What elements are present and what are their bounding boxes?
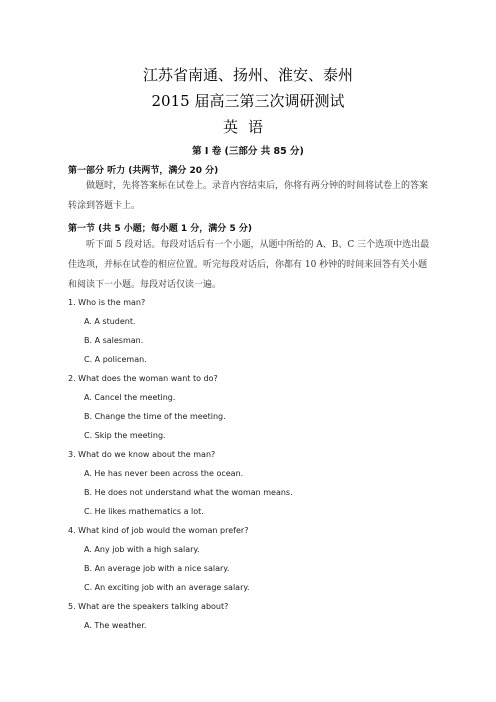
part1-title: 第一部分 听力 (共两节，满分 20 分) <box>68 166 219 176</box>
section1-instruction: 听下面 5 段对话。每段对话后有一个小题，从题中所给的 A、B、C 三个选项中选出最佳选项，并标在试卷的相应位置。听完每段对话后，你都有 10 秒钟的时间来回答有关小题和阅读下一小题。每段对话仅读一遍。 <box>68 240 430 290</box>
question-2: 2. What does the woman want to do? <box>68 374 218 383</box>
question-3: 3. What do we know about the man? <box>68 450 216 459</box>
volume-title: 第 I 卷 (三部分 共 85 分) <box>192 146 304 157</box>
question-1-option-a: A. A student. <box>84 317 136 326</box>
question-1-option-c: C. A policeman. <box>84 355 147 364</box>
section1-title: 第一节 (共 5 小题；每小题 1 分，满分 5 分) <box>68 224 252 234</box>
question-5: 5. What are the speakers talking about? <box>68 602 229 611</box>
question-4-option-b: B. An average job with a nice salary. <box>84 564 230 573</box>
question-3-option-a: A. He has never been across the ocean. <box>84 469 244 478</box>
question-5-option-a: A. The weather. <box>84 621 147 630</box>
question-1-option-b: B. A salesman. <box>84 336 144 345</box>
question-4-option-c: C. An exciting job with an average salary. <box>84 583 250 592</box>
question-2-option-c: C. Skip the meeting. <box>84 431 166 440</box>
question-4: 4. What kind of job would the woman prefer? <box>68 526 249 535</box>
exam-name-title: 2015 届高三第三次调研测试 <box>151 92 345 110</box>
question-4-option-a: A. Any job with a high salary. <box>84 545 200 554</box>
question-2-option-b: B. Change the time of the meeting. <box>84 412 226 421</box>
question-1: 1. Who is the man? <box>68 298 146 307</box>
exam-region-title: 江苏省南通、扬州、淮安、泰州 <box>142 66 353 84</box>
part1-instruction: 做题时，先将答案标在试卷上。录音内容结束后，你将有两分钟的时间将试卷上的答案转涂到答题卡上。 <box>68 181 429 211</box>
question-2-option-a: A. Cancel the meeting. <box>84 393 176 402</box>
question-3-option-b: B. He does not understand what the woman means. <box>84 488 293 497</box>
subject-title: 英语 <box>222 118 273 136</box>
question-3-option-c: C. He likes mathematics a lot. <box>84 507 204 516</box>
